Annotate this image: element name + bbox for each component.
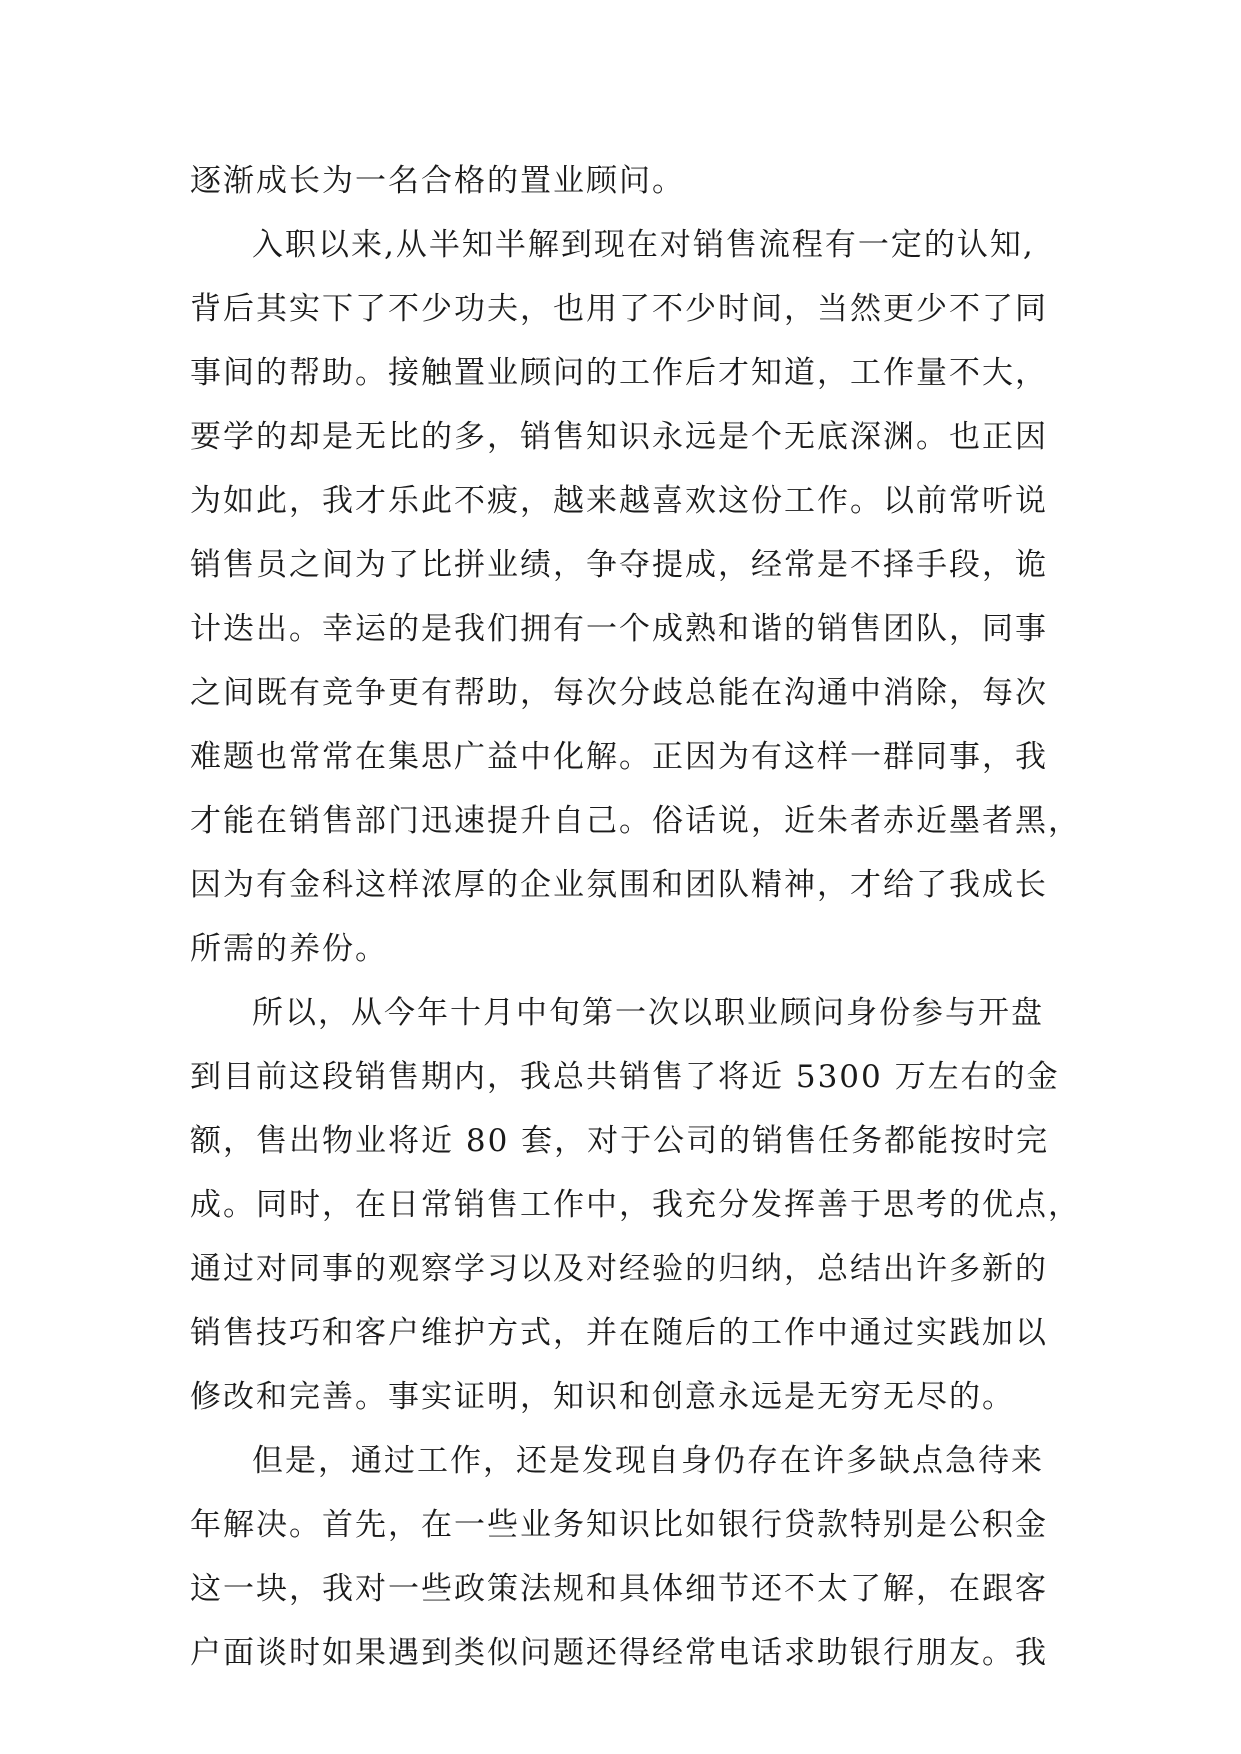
text-line: 计迭出。幸运的是我们拥有一个成熟和谐的销售团队，同事: [190, 611, 1048, 647]
text-line: 因为有金科这样浓厚的企业氛围和团队精神，才给了我成长: [190, 867, 1048, 903]
text-line: 户面谈时如果遇到类似问题还得经常电话求助银行朋友。我: [190, 1635, 1048, 1671]
text-line: 到目前这段销售期内，我总共销售了将近 5300 万左右的金: [190, 1059, 1060, 1095]
text-line: 难题也常常在集思广益中化解。正因为有这样一群同事，我: [190, 739, 1048, 775]
text-line: 销售员之间为了比拼业绩，争夺提成，经常是不择手段，诡: [190, 547, 1048, 583]
text-line: 入职以来,从半知半解到现在对销售流程有一定的认知,: [252, 227, 1035, 263]
text-line: 背后其实下了不少功夫，也用了不少时间，当然更少不了同: [190, 291, 1048, 327]
text-line: 才能在销售部门迅速提升自己。俗话说，近朱者赤近墨者黑，: [190, 803, 1081, 839]
text-line: 事间的帮助。接触置业顾问的工作后才知道，工作量不大，: [190, 355, 1048, 391]
text-line: 额，售出物业将近 80 套，对于公司的销售任务都能按时完: [190, 1123, 1050, 1159]
text-line: 成。同时，在日常销售工作中，我充分发挥善于思考的优点，: [190, 1187, 1081, 1223]
text-line: 这一块，我对一些政策法规和具体细节还不太了解，在跟客: [190, 1571, 1048, 1607]
text-line: 通过对同事的观察学习以及对经验的归纳，总结出许多新的: [190, 1251, 1048, 1287]
text-line: 所以，从今年十月中旬第一次以职业顾问身份参与开盘: [252, 995, 1044, 1031]
text-line: 所需的养份。: [190, 931, 388, 967]
text-line: 为如此，我才乐此不疲，越来越喜欢这份工作。以前常听说: [190, 483, 1048, 519]
text-line: 销售技巧和客户维护方式，并在随后的工作中通过实践加以: [190, 1315, 1048, 1351]
text-line: 逐渐成长为一名合格的置业顾问。: [190, 163, 685, 199]
text-line: 年解决。首先，在一些业务知识比如银行贷款特别是公积金: [190, 1507, 1048, 1543]
text-line: 但是，通过工作，还是发现自身仍存在许多缺点急待来: [252, 1443, 1044, 1479]
text-line: 修改和完善。事实证明，知识和创意永远是无穷无尽的。: [190, 1379, 1015, 1415]
text-line: 之间既有竞争更有帮助，每次分歧总能在沟通中消除，每次: [190, 675, 1048, 711]
text-line: 要学的却是无比的多，销售知识永远是个无底深渊。也正因: [190, 419, 1048, 455]
